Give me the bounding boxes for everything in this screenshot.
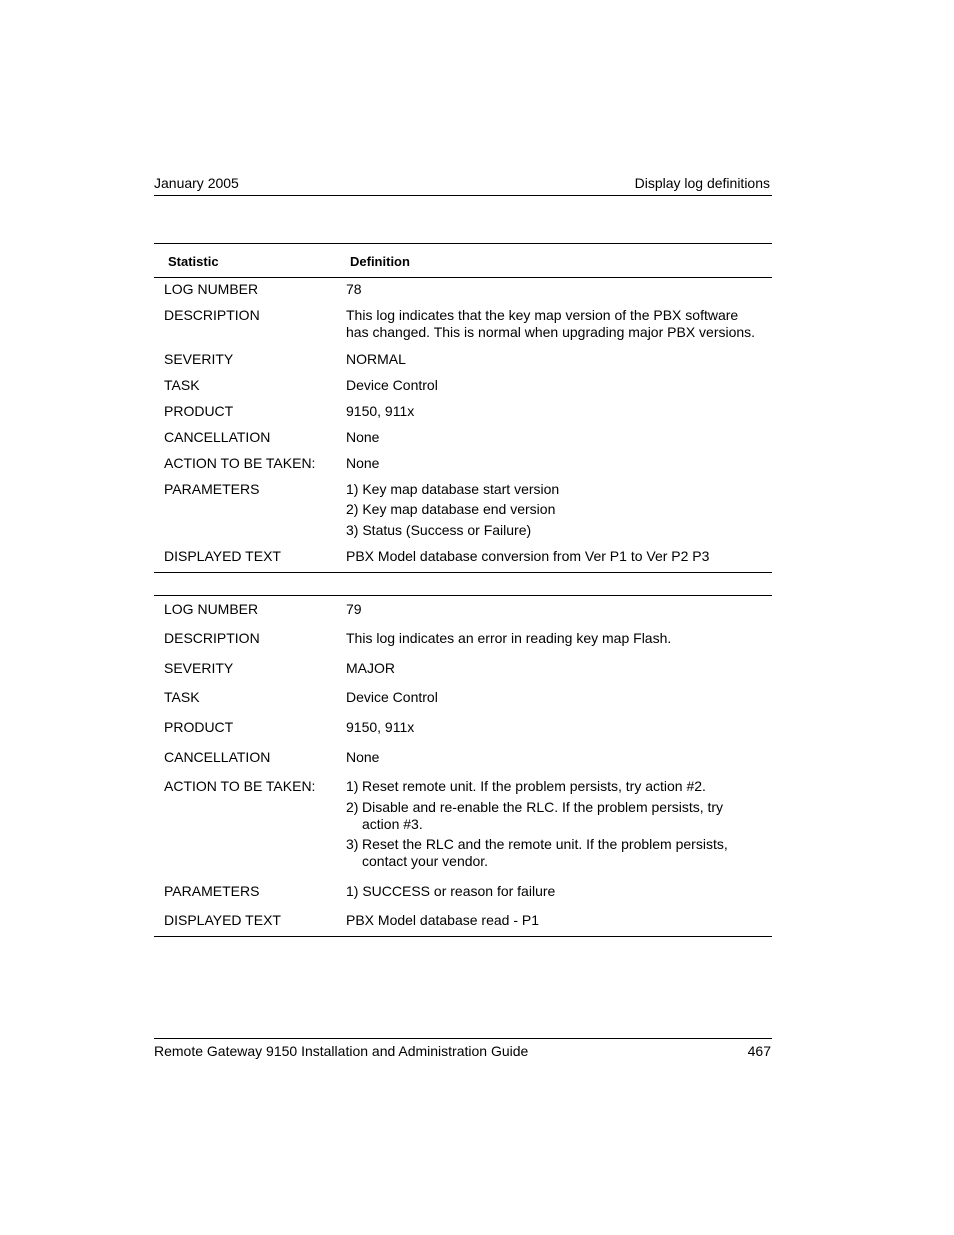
column-header-statistic: Statistic (168, 254, 219, 269)
header-section-title: Display log definitions (634, 175, 770, 191)
row-value-log-number: 78 (346, 281, 362, 297)
page-footer (154, 1038, 772, 1059)
row-value-parameters (346, 481, 764, 539)
row-value-displayed-text: PBX Model database conversion from Ver P1 to Ver P2 P3 (346, 548, 710, 564)
row-value-task: Device Control (346, 377, 438, 393)
parameter-item: 3) Status (Success or Failure) (346, 522, 532, 538)
row-value-cancellation: None (346, 429, 380, 445)
page-header (154, 174, 772, 196)
table-row (154, 749, 772, 766)
row-value-product: 9150, 911x (346, 403, 415, 419)
row-label-displayed-text: DISPLAYED TEXT (164, 548, 281, 564)
row-label-displayed-text: DISPLAYED TEXT (164, 912, 281, 928)
action-item: 3) Reset the RLC and the remote unit. If the problem persists, contact your vendor. (346, 836, 728, 869)
row-label-parameters: PARAMETERS (164, 481, 260, 497)
row-label-log-number: LOG NUMBER (164, 601, 259, 617)
table-row (154, 351, 772, 368)
row-value-severity: MAJOR (346, 660, 395, 676)
action-item: 2) Disable and re-enable the RLC. If the problem persists, try action #3. (346, 799, 724, 832)
column-header-definition: Definition (350, 254, 410, 269)
table-row (154, 281, 772, 298)
table-header-row (154, 243, 772, 278)
table-row (154, 403, 772, 420)
row-label-product: PRODUCT (164, 719, 234, 735)
row-value-actions (346, 778, 764, 870)
table-row (154, 307, 772, 341)
row-label-task: TASK (164, 377, 200, 393)
row-value-description: This log indicates that the key map version of the PBX software has changed. This is normal when upgrading major PBX versions. (346, 307, 756, 340)
table-row (154, 883, 772, 900)
row-label-action: ACTION TO BE TAKEN: (164, 778, 316, 794)
row-label-cancellation: CANCELLATION (164, 749, 271, 765)
row-value-cancellation: None (346, 749, 380, 765)
table-row (154, 481, 772, 539)
row-value-product: 9150, 911x (346, 719, 415, 735)
row-value-parameters: 1) SUCCESS or reason for failure (346, 883, 556, 899)
header-date: January 2005 (154, 175, 239, 191)
table-row (154, 630, 772, 647)
row-value-description: This log indicates an error in reading key map Flash. (346, 630, 672, 646)
table-row (154, 689, 772, 706)
table-row (154, 455, 772, 472)
table-row (154, 719, 772, 736)
row-value-severity: NORMAL (346, 351, 406, 367)
table-row (154, 601, 772, 618)
row-label-action: ACTION TO BE TAKEN: (164, 455, 316, 471)
row-label-cancellation: CANCELLATION (164, 429, 271, 445)
table-row (154, 660, 772, 677)
parameter-item: 1) Key map database start version (346, 481, 560, 497)
row-label-description: DESCRIPTION (164, 630, 260, 646)
table-row (154, 429, 772, 446)
row-label-severity: SEVERITY (164, 351, 234, 367)
log-79-table (154, 595, 772, 937)
table-row (154, 377, 772, 394)
page-number: 467 (747, 1043, 771, 1059)
row-label-task: TASK (164, 689, 200, 705)
row-value-displayed-text: PBX Model database read - P1 (346, 912, 540, 928)
document-page (154, 0, 772, 1235)
table-row (154, 778, 772, 870)
row-label-description: DESCRIPTION (164, 307, 260, 323)
row-label-parameters: PARAMETERS (164, 883, 260, 899)
row-value-action: None (346, 455, 380, 471)
row-value-log-number: 79 (346, 601, 362, 617)
row-label-log-number: LOG NUMBER (164, 281, 259, 297)
table-row (154, 912, 772, 929)
action-item: 1) Reset remote unit. If the problem persists, try action #2. (346, 778, 706, 794)
row-label-severity: SEVERITY (164, 660, 234, 676)
row-label-product: PRODUCT (164, 403, 234, 419)
footer-guide-title: Remote Gateway 9150 Installation and Administration Guide (154, 1043, 529, 1059)
parameter-item: 2) Key map database end version (346, 501, 556, 517)
row-value-task: Device Control (346, 689, 438, 705)
table-row (154, 548, 772, 565)
log-78-table (154, 243, 772, 573)
